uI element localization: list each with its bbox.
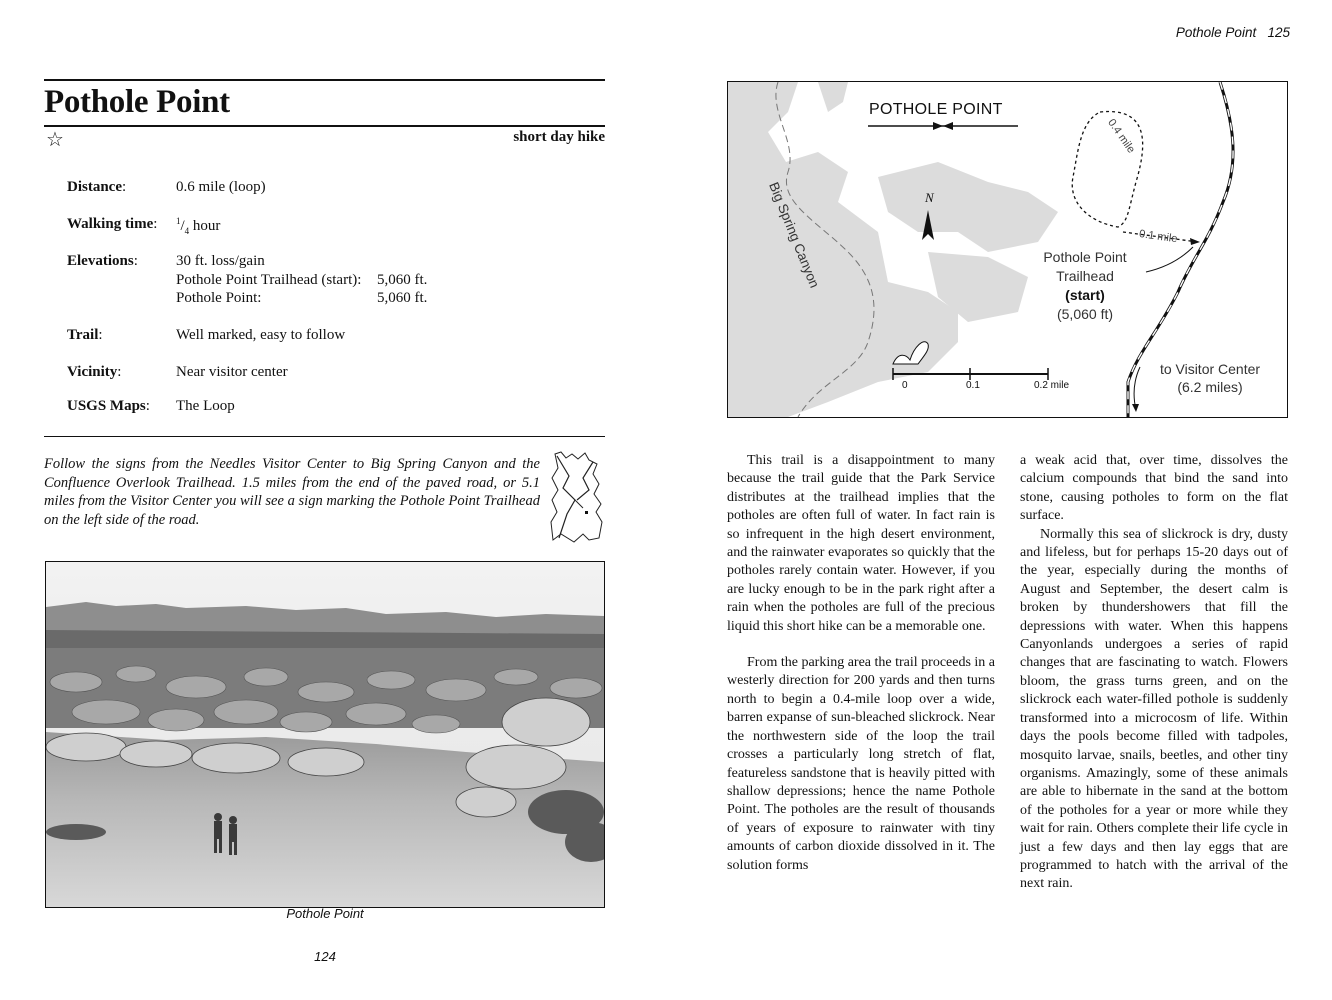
star-outline-icon: ☆ (46, 129, 64, 151)
north-label: N (925, 190, 934, 205)
page-number-right: 125 (1267, 25, 1290, 40)
body-column-2 (1020, 452, 1288, 894)
scale-label: 0.1 (966, 380, 980, 391)
usgs-maps-value: The Loop (176, 398, 235, 414)
usgs-maps-label: USGS Maps: (67, 398, 150, 414)
location-marker-icon (585, 511, 588, 514)
body-paragraph: Normally this sea of slickrock is dry, dusty and lifeless, but for perhaps 15-20 days out of the year, especially during the months of August and September, the desert calm is broken by thundershowers that fill the depressions with water. When this happens Canyonlands undergoes a series of rapid changes that are fascinating to watch. Flowers bloom, the grass turns green, and on the slickrock each water-filled pothole is suddenly transformed into a microcosm of life. Within days the pools become filled with tadpoles, mosquito larvae, snails, beetles, and other tiny organisms. Amazingly, some of these animals are able to hibernate in the sand at the bottom of the potholes for a year or more while they wait for rain. Others complete their life cycle in just a few days and then lay eggs that are programmed to hatch with the arrival of the next rain. (1020, 526, 1288, 892)
walking-time-value: $^1/_4$ hour (176, 216, 221, 236)
trail-map (727, 81, 1288, 418)
vicinity-label: Vicinity: (67, 364, 122, 380)
elevations-label: Elevations: (67, 253, 138, 269)
body-paragraph: From the parking area the trail proceeds in a westerly direction for 200 yards and then turns north to begin a 0.4-mile loop over a wide, barren expanse of sun-bleached slickrock. Near the northwestern side of the loop the trail crosses a particularly long stretch of flat, featureless sandstone that is heavily pitted with shallow depressions; hence the name Pothole Point. The potholes are the result of thousands of years of exposure to rainwater with tiny amounts of carbon dioxide dissolved in it. The solution forms (727, 655, 996, 873)
body-column-1 (727, 452, 995, 875)
scale-label: 0.2 mile (1034, 380, 1070, 391)
visitor-center-label: to Visitor Center (6.2 miles) (1159, 361, 1261, 395)
map-title: POTHOLE POINT (869, 101, 1003, 118)
title-top-rule (44, 79, 605, 81)
body-paragraph: This trail is a disappointment to many because the trail guide that the Park Service distributes at the trailhead implies that the potholes are often full of water. In fact rain is so infrequent in the high desert environment, and the rainwater evaporates so quickly that the potholes rarely contain water. However, if you are lucky enough to be in the park right after a rain when the potholes are full of the precious liquid this short hike can be a memorable one. (727, 453, 995, 634)
scale-label: 0 (902, 380, 908, 391)
elevation-row-value: 5,060 ft. (377, 272, 428, 288)
hike-type: short day hike (513, 129, 605, 145)
walking-time-label: Walking time: (67, 216, 158, 232)
spur-distance-label: 0.1 mile (1138, 228, 1179, 246)
pothole-point-photo (45, 561, 605, 908)
elevation-change: 30 ft. loss/gain (176, 253, 265, 269)
trail-value: Well marked, easy to follow (176, 327, 346, 343)
body-paragraph: a weak acid that, over time, dissolves the calcium compounds that bind the sand into stone, causing potholes to form on the flat surface. (1020, 453, 1288, 524)
page-title: Pothole Point (44, 84, 230, 120)
directions-text: Follow the signs from the Needles Visitor Center to Big Spring Canyon and the Confluence Overlook Trailhead. 1.5 miles from the end of the paved road, or 5.1 miles from the Visitor Center you will see a sign marking the Pothole Point Trailhead on the left side of the road. (44, 456, 540, 528)
canyon-label: Big Spring Canyon (766, 180, 823, 290)
trailhead-label: Pothole Point Trailhead (start) (5,060 ft) (1043, 249, 1127, 322)
distance-value: 0.6 mile (loop) (176, 179, 266, 195)
photo-caption: Pothole Point (286, 906, 364, 921)
page-number-left: 124 (314, 949, 336, 964)
running-head-title: Pothole Point (1175, 25, 1257, 40)
locator-map (549, 448, 607, 546)
elevation-row-value: 5,060 ft. (377, 290, 428, 306)
elevation-row-name: Pothole Point Trailhead (start): (176, 272, 362, 288)
loop-distance-label: 0.4 mile (1105, 117, 1138, 156)
title-bottom-rule (44, 125, 605, 127)
trail-label: Trail: (67, 327, 103, 343)
distance-label: Distance: (67, 179, 127, 195)
running-head (1100, 25, 1290, 40)
stats-bottom-rule (44, 436, 605, 437)
vicinity-value: Near visitor center (176, 364, 288, 380)
elevation-row-name: Pothole Point: (176, 290, 262, 306)
